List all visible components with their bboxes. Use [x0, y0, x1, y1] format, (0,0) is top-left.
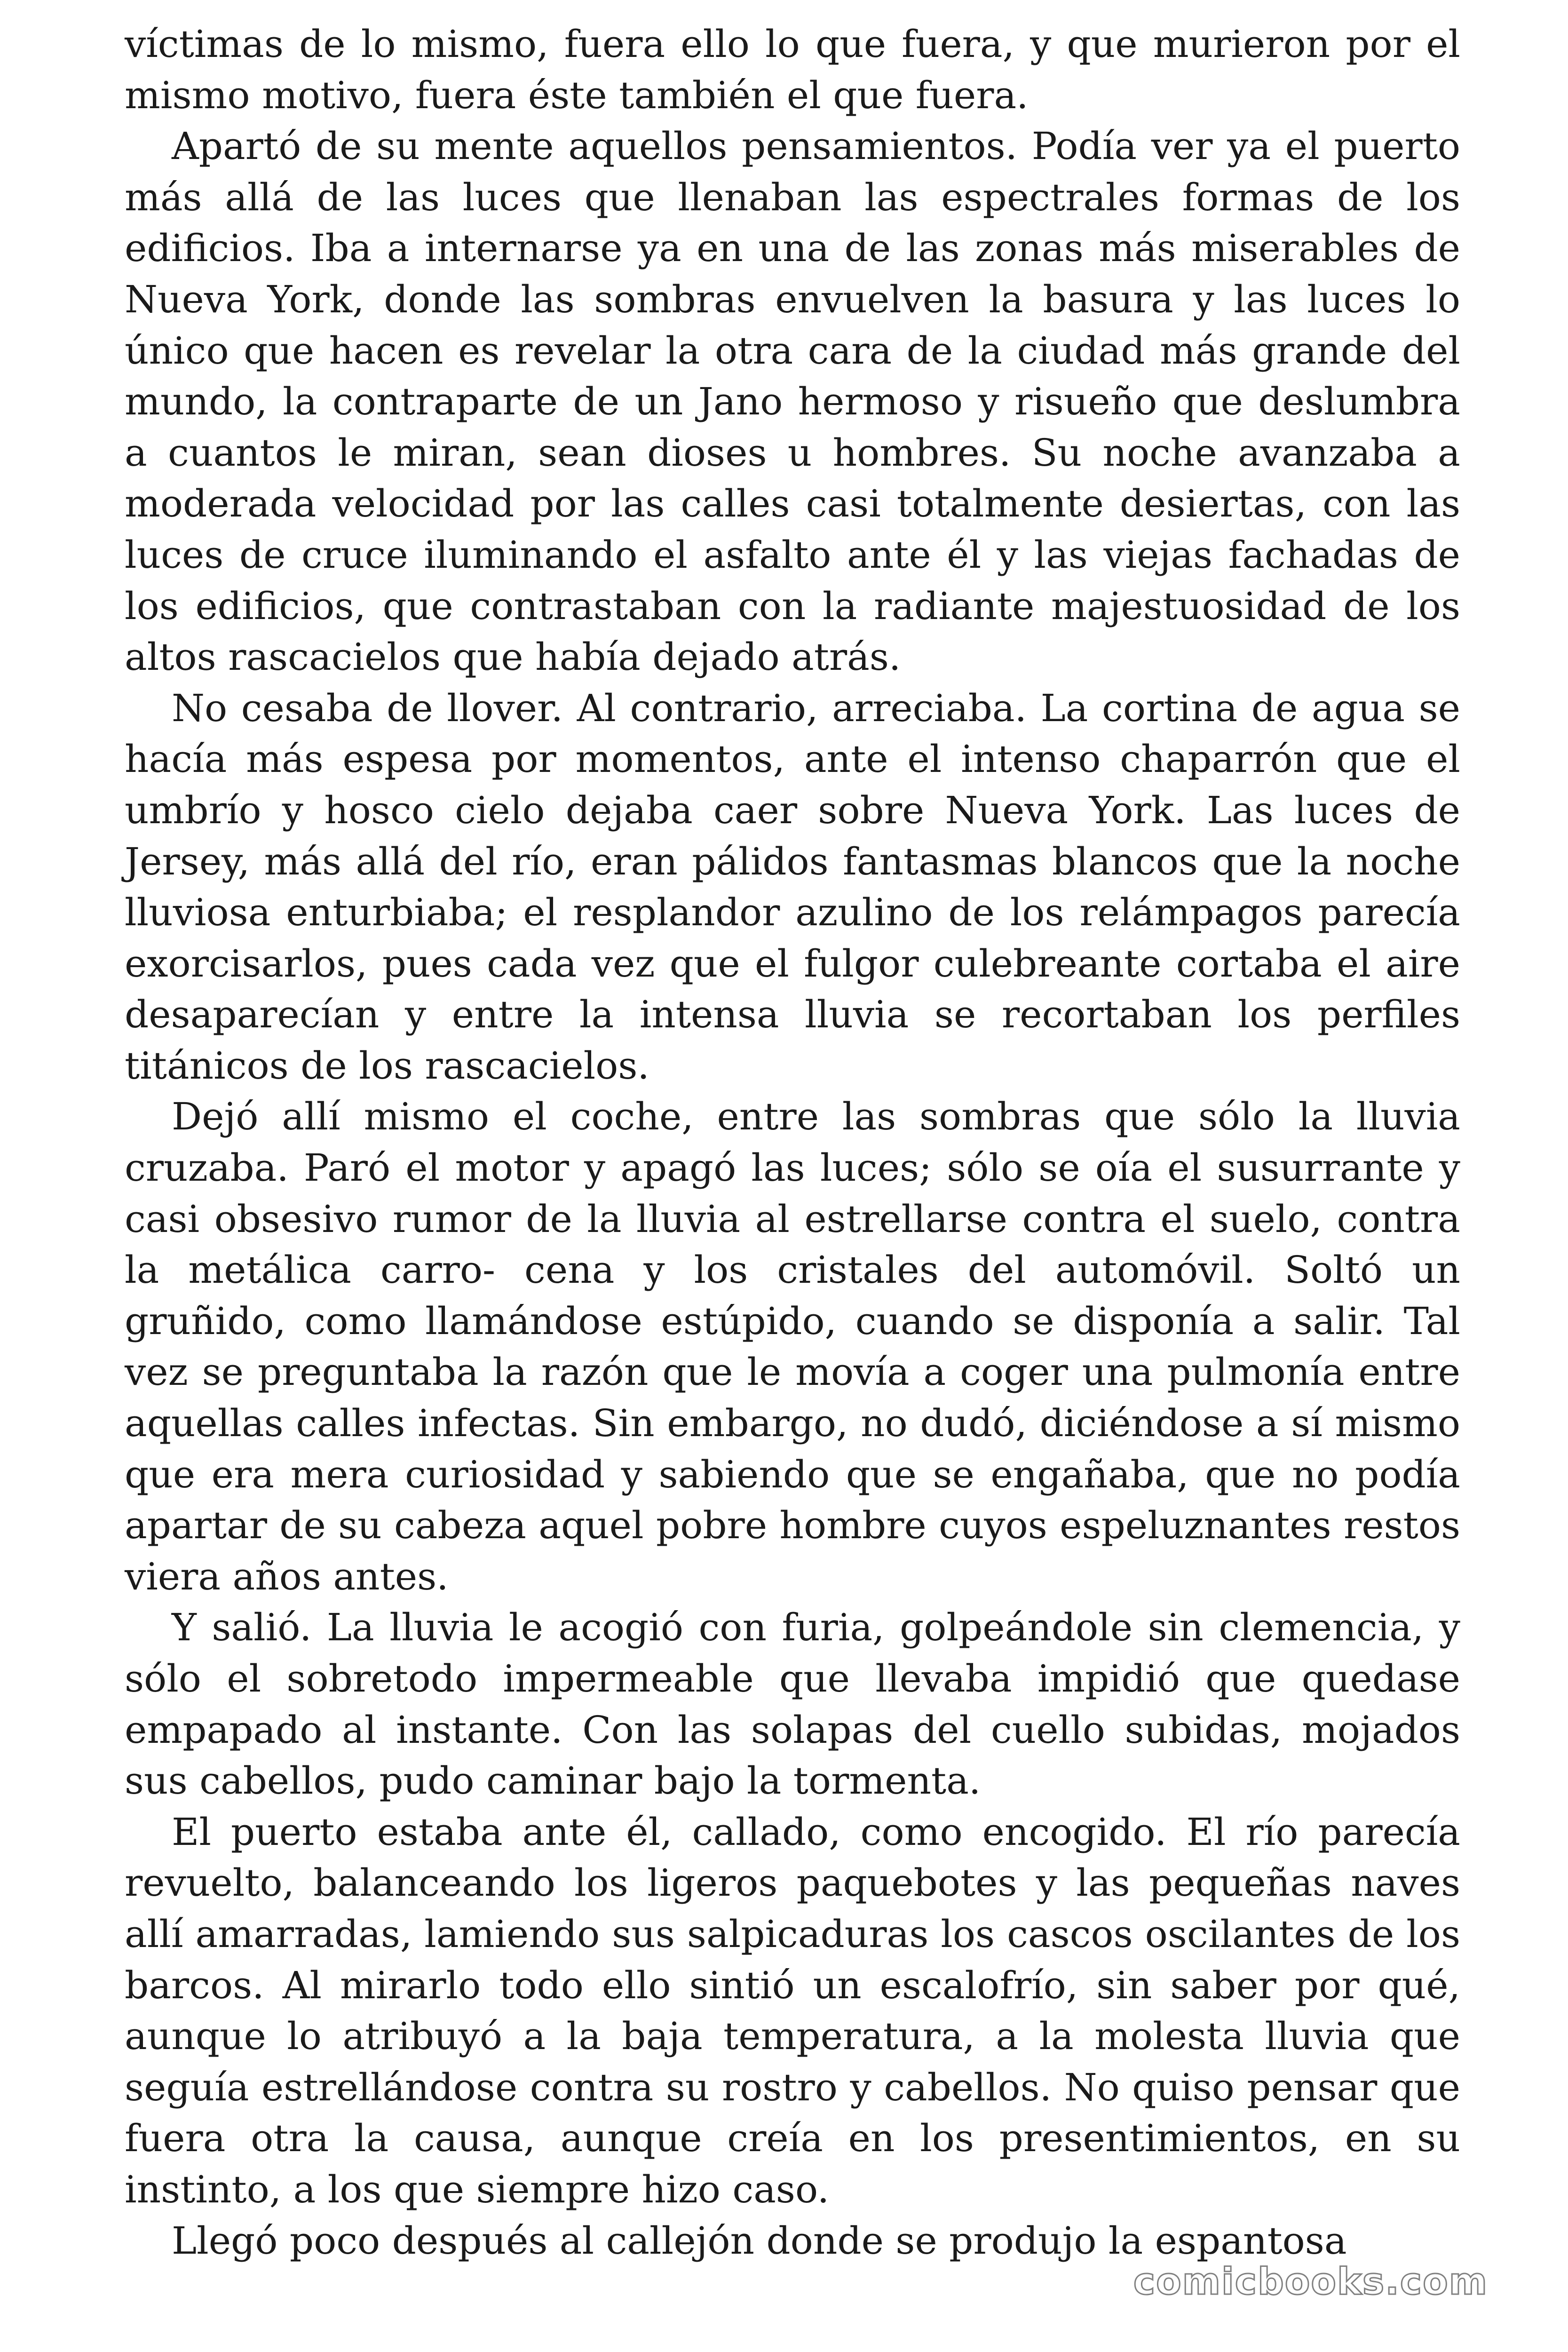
paragraph: Apartó de su mente aquellos pensamientos. Podía ver ya el puerto más allá de las luces que llenaban las espectrales formas de los edificios. Iba a internarse ya en una de las zonas más miserables de Nueva York, donde las sombras envuelven la basura y las luces lo único que hacen es revelar la otra cara de la ciudad más grande del mundo, la contraparte de un Jano hermoso y risueño que deslumbra a cuantos le miran, sean dioses u hombres. Su noche avanzaba a moderada velocidad por las calles casi totalmente desiertas, con las luces de cruce iluminando el asfalto ante él y las viejas fachadas de los edificios, que contrastaban con la radiante majestuosidad de los altos rascacielos que había dejado atrás.: [125, 124, 1460, 679]
paragraph: Llegó poco después al callejón donde se produjo la espantosa: [172, 2218, 1347, 2263]
paragraph: El puerto estaba ante él, callado, como encogido. El río parecía revuelto, balanceando los ligeros paquebotes y las pequeñas naves allí amarradas, lamiendo sus salpicaduras los cascos oscilantes de los barcos. Al mirarlo todo ello sintió un escalofrío, sin saber por qué, aunque lo atribuyó a la baja temperatura, a la molesta lluvia que seguía estrellándose contra su rostro y cabellos. No quiso pensar que fuera otra la causa, aunque creía en los presentimientos, en su instinto, a los que siempre hizo caso.: [125, 1810, 1460, 2211]
page-text: [125, 19, 1460, 2324]
paragraph: No cesaba de llover. Al contrario, arreciaba. La cortina de agua se hacía más espesa por momentos, ante el intenso chaparrón que el umbrío y hosco cielo dejaba caer sobre Nueva York. Las luces de Jersey, más allá del río, eran pálidos fantasmas blancos que la noche lluviosa enturbiaba; el resplandor azulino de los relámpagos parecía exorcisarlos, pues cada vez que el fulgor culebreante cortaba el aire desaparecían y entre la intensa lluvia se recortaban los perfiles titánicos de los rascacielos.: [125, 686, 1460, 1088]
paragraph: víctimas de lo mismo, fuera ello lo que fuera, y que murieron por el mismo motivo, fuera éste también el que fuera.: [125, 22, 1460, 117]
watermark: comicbooks.com: [1133, 2261, 1488, 2303]
paragraph: Dejó allí mismo el coche, entre las sombras que sólo la lluvia cruzaba. Paró el motor y apagó las luces; sólo se oía el susurrante y casi obsesivo rumor de la lluvia al estrellarse contra el suelo, contra la metálica carro- cena y los cristales del automóvil. Soltó un gruñido, como llamándose estúpido, cuando se disponía a salir. Tal vez se preguntaba la razón que le movía a coger una pulmonía entre aquellas calles infectas. Sin embargo, no dudó, diciéndose a sí mismo que era mera curiosidad y sabiendo que se engañaba, que no podía apartar de su cabeza aquel pobre hombre cuyos espeluznantes restos viera años antes.: [125, 1095, 1460, 1598]
paragraph: Y salió. La lluvia le acogió con furia, golpeándole sin clemencia, y sólo el sobretodo impermeable que llevaba impidió que quedase empapado al instante. Con las solapas del cuello subidas, mojados sus cabellos, pudo caminar bajo la tormenta.: [125, 1605, 1460, 1803]
